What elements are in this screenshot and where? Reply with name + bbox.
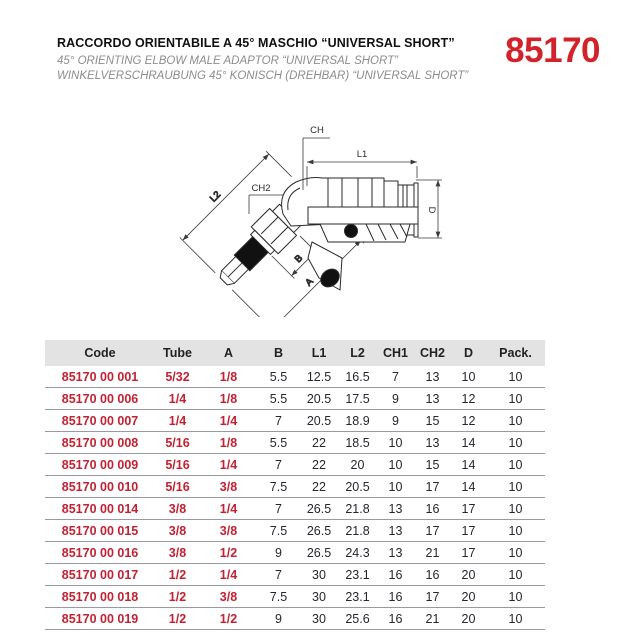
cell-l1: 20.5 xyxy=(300,410,338,432)
cell-l1: 30 xyxy=(300,608,338,630)
cell-ch1: 16 xyxy=(377,608,414,630)
cell-pack: 10 xyxy=(486,432,545,454)
column-header-pack: Pack. xyxy=(486,340,545,366)
cell-tube: 3/8 xyxy=(155,498,200,520)
cell-l2: 24.3 xyxy=(338,542,377,564)
cell-ch1: 13 xyxy=(377,520,414,542)
cell-l1: 30 xyxy=(300,586,338,608)
cell-ch2: 16 xyxy=(414,498,451,520)
cell-b: 9 xyxy=(257,608,300,630)
cell-d: 17 xyxy=(451,520,486,542)
column-header-tube: Tube xyxy=(155,340,200,366)
cell-l2: 20 xyxy=(338,454,377,476)
cell-b: 5.5 xyxy=(257,366,300,388)
cell-ch2: 21 xyxy=(414,542,451,564)
cell-b: 7 xyxy=(257,410,300,432)
cell-pack: 10 xyxy=(486,476,545,498)
cell-a: 3/8 xyxy=(200,586,257,608)
cell-ch1: 13 xyxy=(377,542,414,564)
cell-ch2: 17 xyxy=(414,476,451,498)
cell-b: 9 xyxy=(257,542,300,564)
hex-flange xyxy=(308,207,418,224)
table-row xyxy=(45,608,545,630)
cell-a: 3/8 xyxy=(200,476,257,498)
table-row xyxy=(45,520,545,542)
cell-code: 85170 00 016 xyxy=(45,542,155,564)
cell-l2: 25.6 xyxy=(338,608,377,630)
cell-code: 85170 00 019 xyxy=(45,608,155,630)
cell-tube: 5/16 xyxy=(155,476,200,498)
cell-ch2: 17 xyxy=(414,520,451,542)
dim-label-ch2: CH2 xyxy=(251,183,271,194)
lower-body xyxy=(320,224,410,242)
dim-label-l2: L2 xyxy=(207,189,224,205)
cell-tube: 3/8 xyxy=(155,520,200,542)
cell-d: 17 xyxy=(451,542,486,564)
cell-l2: 21.8 xyxy=(338,520,377,542)
cell-l1: 26.5 xyxy=(300,520,338,542)
table-row xyxy=(45,564,545,586)
cell-ch2: 21 xyxy=(414,608,451,630)
cell-pack: 10 xyxy=(486,564,545,586)
oring-dot xyxy=(345,225,358,238)
cell-tube: 5/16 xyxy=(155,432,200,454)
dim-label-a: A xyxy=(303,276,316,289)
cell-b: 7 xyxy=(257,498,300,520)
cell-ch2: 13 xyxy=(414,366,451,388)
cell-d: 12 xyxy=(451,410,486,432)
cell-l1: 22 xyxy=(300,454,338,476)
cell-tube: 1/4 xyxy=(155,388,200,410)
dim-label-b: B xyxy=(292,252,306,266)
cell-l2: 18.5 xyxy=(338,432,377,454)
cell-a: 1/2 xyxy=(200,542,257,564)
cell-pack: 10 xyxy=(486,388,545,410)
table-body xyxy=(45,366,545,630)
product-code-badge: 85170 xyxy=(505,31,600,70)
cell-code: 85170 00 017 xyxy=(45,564,155,586)
cell-a: 1/8 xyxy=(200,366,257,388)
cell-a: 1/8 xyxy=(200,388,257,410)
cell-l1: 12.5 xyxy=(300,366,338,388)
cell-ch1: 13 xyxy=(377,498,414,520)
cell-l1: 26.5 xyxy=(300,498,338,520)
cell-code: 85170 00 015 xyxy=(45,520,155,542)
cell-code: 85170 00 014 xyxy=(45,498,155,520)
cell-l1: 30 xyxy=(300,564,338,586)
specs-table xyxy=(45,340,545,630)
cell-l2: 16.5 xyxy=(338,366,377,388)
table-row xyxy=(45,410,545,432)
column-header-ch2: CH2 xyxy=(414,340,451,366)
cell-a: 1/4 xyxy=(200,564,257,586)
technical-drawing xyxy=(170,112,460,317)
cell-ch2: 13 xyxy=(414,432,451,454)
cell-a: 3/8 xyxy=(200,520,257,542)
cell-a: 1/4 xyxy=(200,498,257,520)
cell-d: 14 xyxy=(451,476,486,498)
table-row xyxy=(45,366,545,388)
cell-ch2: 17 xyxy=(414,586,451,608)
cell-a: 1/2 xyxy=(200,608,257,630)
cell-l2: 20.5 xyxy=(338,476,377,498)
cell-tube: 3/8 xyxy=(155,542,200,564)
column-header-code: Code xyxy=(45,340,155,366)
cell-pack: 10 xyxy=(486,586,545,608)
table-row xyxy=(45,498,545,520)
cell-ch2: 15 xyxy=(414,454,451,476)
cell-pack: 10 xyxy=(486,454,545,476)
cell-l2: 23.1 xyxy=(338,564,377,586)
cell-tube: 1/4 xyxy=(155,410,200,432)
cell-d: 10 xyxy=(451,366,486,388)
cell-d: 12 xyxy=(451,388,486,410)
cell-ch1: 10 xyxy=(377,432,414,454)
cell-b: 7 xyxy=(257,564,300,586)
cell-d: 20 xyxy=(451,586,486,608)
cell-b: 7.5 xyxy=(257,520,300,542)
dim-label-d: D xyxy=(426,206,437,214)
cell-ch1: 16 xyxy=(377,564,414,586)
cell-l2: 23.1 xyxy=(338,586,377,608)
cell-ch2: 15 xyxy=(414,410,451,432)
cell-ch1: 7 xyxy=(377,366,414,388)
cell-pack: 10 xyxy=(486,542,545,564)
cell-b: 5.5 xyxy=(257,432,300,454)
cell-code: 85170 00 001 xyxy=(45,366,155,388)
table-row xyxy=(45,454,545,476)
cell-pack: 10 xyxy=(486,498,545,520)
cell-ch1: 16 xyxy=(377,586,414,608)
cell-code: 85170 00 008 xyxy=(45,432,155,454)
cell-tube: 5/32 xyxy=(155,366,200,388)
page-subtitle-en: 45° ORIENTING ELBOW MALE ADAPTOR “UNIVERSAL SHORT” xyxy=(57,55,398,67)
cell-d: 17 xyxy=(451,498,486,520)
column-header-l1: L1 xyxy=(300,340,338,366)
header xyxy=(57,36,497,84)
cell-pack: 10 xyxy=(486,410,545,432)
cell-b: 5.5 xyxy=(257,388,300,410)
cell-l1: 22 xyxy=(300,432,338,454)
specs-table-wrap xyxy=(45,340,545,630)
column-header-l2: L2 xyxy=(338,340,377,366)
cell-a: 1/4 xyxy=(200,410,257,432)
cell-l1: 26.5 xyxy=(300,542,338,564)
cell-a: 1/4 xyxy=(200,454,257,476)
cell-ch2: 13 xyxy=(414,388,451,410)
cell-ch1: 9 xyxy=(377,410,414,432)
cell-pack: 10 xyxy=(486,366,545,388)
cell-a: 1/8 xyxy=(200,432,257,454)
cell-ch1: 9 xyxy=(377,388,414,410)
table-row xyxy=(45,476,545,498)
page-title: RACCORDO ORIENTABILE A 45° MASCHIO “UNIVERSAL SHORT” xyxy=(57,36,455,50)
cell-tube: 1/2 xyxy=(155,564,200,586)
table-row xyxy=(45,586,545,608)
cell-d: 14 xyxy=(451,454,486,476)
cell-ch1: 10 xyxy=(377,476,414,498)
column-header-d: D xyxy=(451,340,486,366)
cell-tube: 1/2 xyxy=(155,586,200,608)
cell-d: 20 xyxy=(451,608,486,630)
cell-d: 20 xyxy=(451,564,486,586)
cell-l2: 18.9 xyxy=(338,410,377,432)
page-subtitle-de: WINKELVERSCHRAUBUNG 45° KONISCH (DREHBAR) “UNIVERSAL SHORT” xyxy=(57,70,469,82)
cell-b: 7.5 xyxy=(257,586,300,608)
cell-b: 7 xyxy=(257,454,300,476)
column-header-a: A xyxy=(200,340,257,366)
table-row xyxy=(45,388,545,410)
cell-l2: 17.5 xyxy=(338,388,377,410)
cell-l1: 22 xyxy=(300,476,338,498)
cell-l2: 21.8 xyxy=(338,498,377,520)
cell-l1: 20.5 xyxy=(300,388,338,410)
cell-ch1: 10 xyxy=(377,454,414,476)
cell-code: 85170 00 007 xyxy=(45,410,155,432)
column-header-b: B xyxy=(257,340,300,366)
cell-tube: 5/16 xyxy=(155,454,200,476)
dim-label-ch: CH xyxy=(310,125,324,136)
cell-pack: 10 xyxy=(486,520,545,542)
cell-tube: 1/2 xyxy=(155,608,200,630)
table-row xyxy=(45,432,545,454)
cell-code: 85170 00 018 xyxy=(45,586,155,608)
table-row xyxy=(45,542,545,564)
cell-pack: 10 xyxy=(486,608,545,630)
table-header-row xyxy=(45,340,545,366)
cell-ch2: 16 xyxy=(414,564,451,586)
cell-code: 85170 00 006 xyxy=(45,388,155,410)
column-header-ch1: CH1 xyxy=(377,340,414,366)
dim-label-l1: L1 xyxy=(356,149,368,160)
cell-code: 85170 00 010 xyxy=(45,476,155,498)
cell-code: 85170 00 009 xyxy=(45,454,155,476)
cell-d: 14 xyxy=(451,432,486,454)
cell-b: 7.5 xyxy=(257,476,300,498)
